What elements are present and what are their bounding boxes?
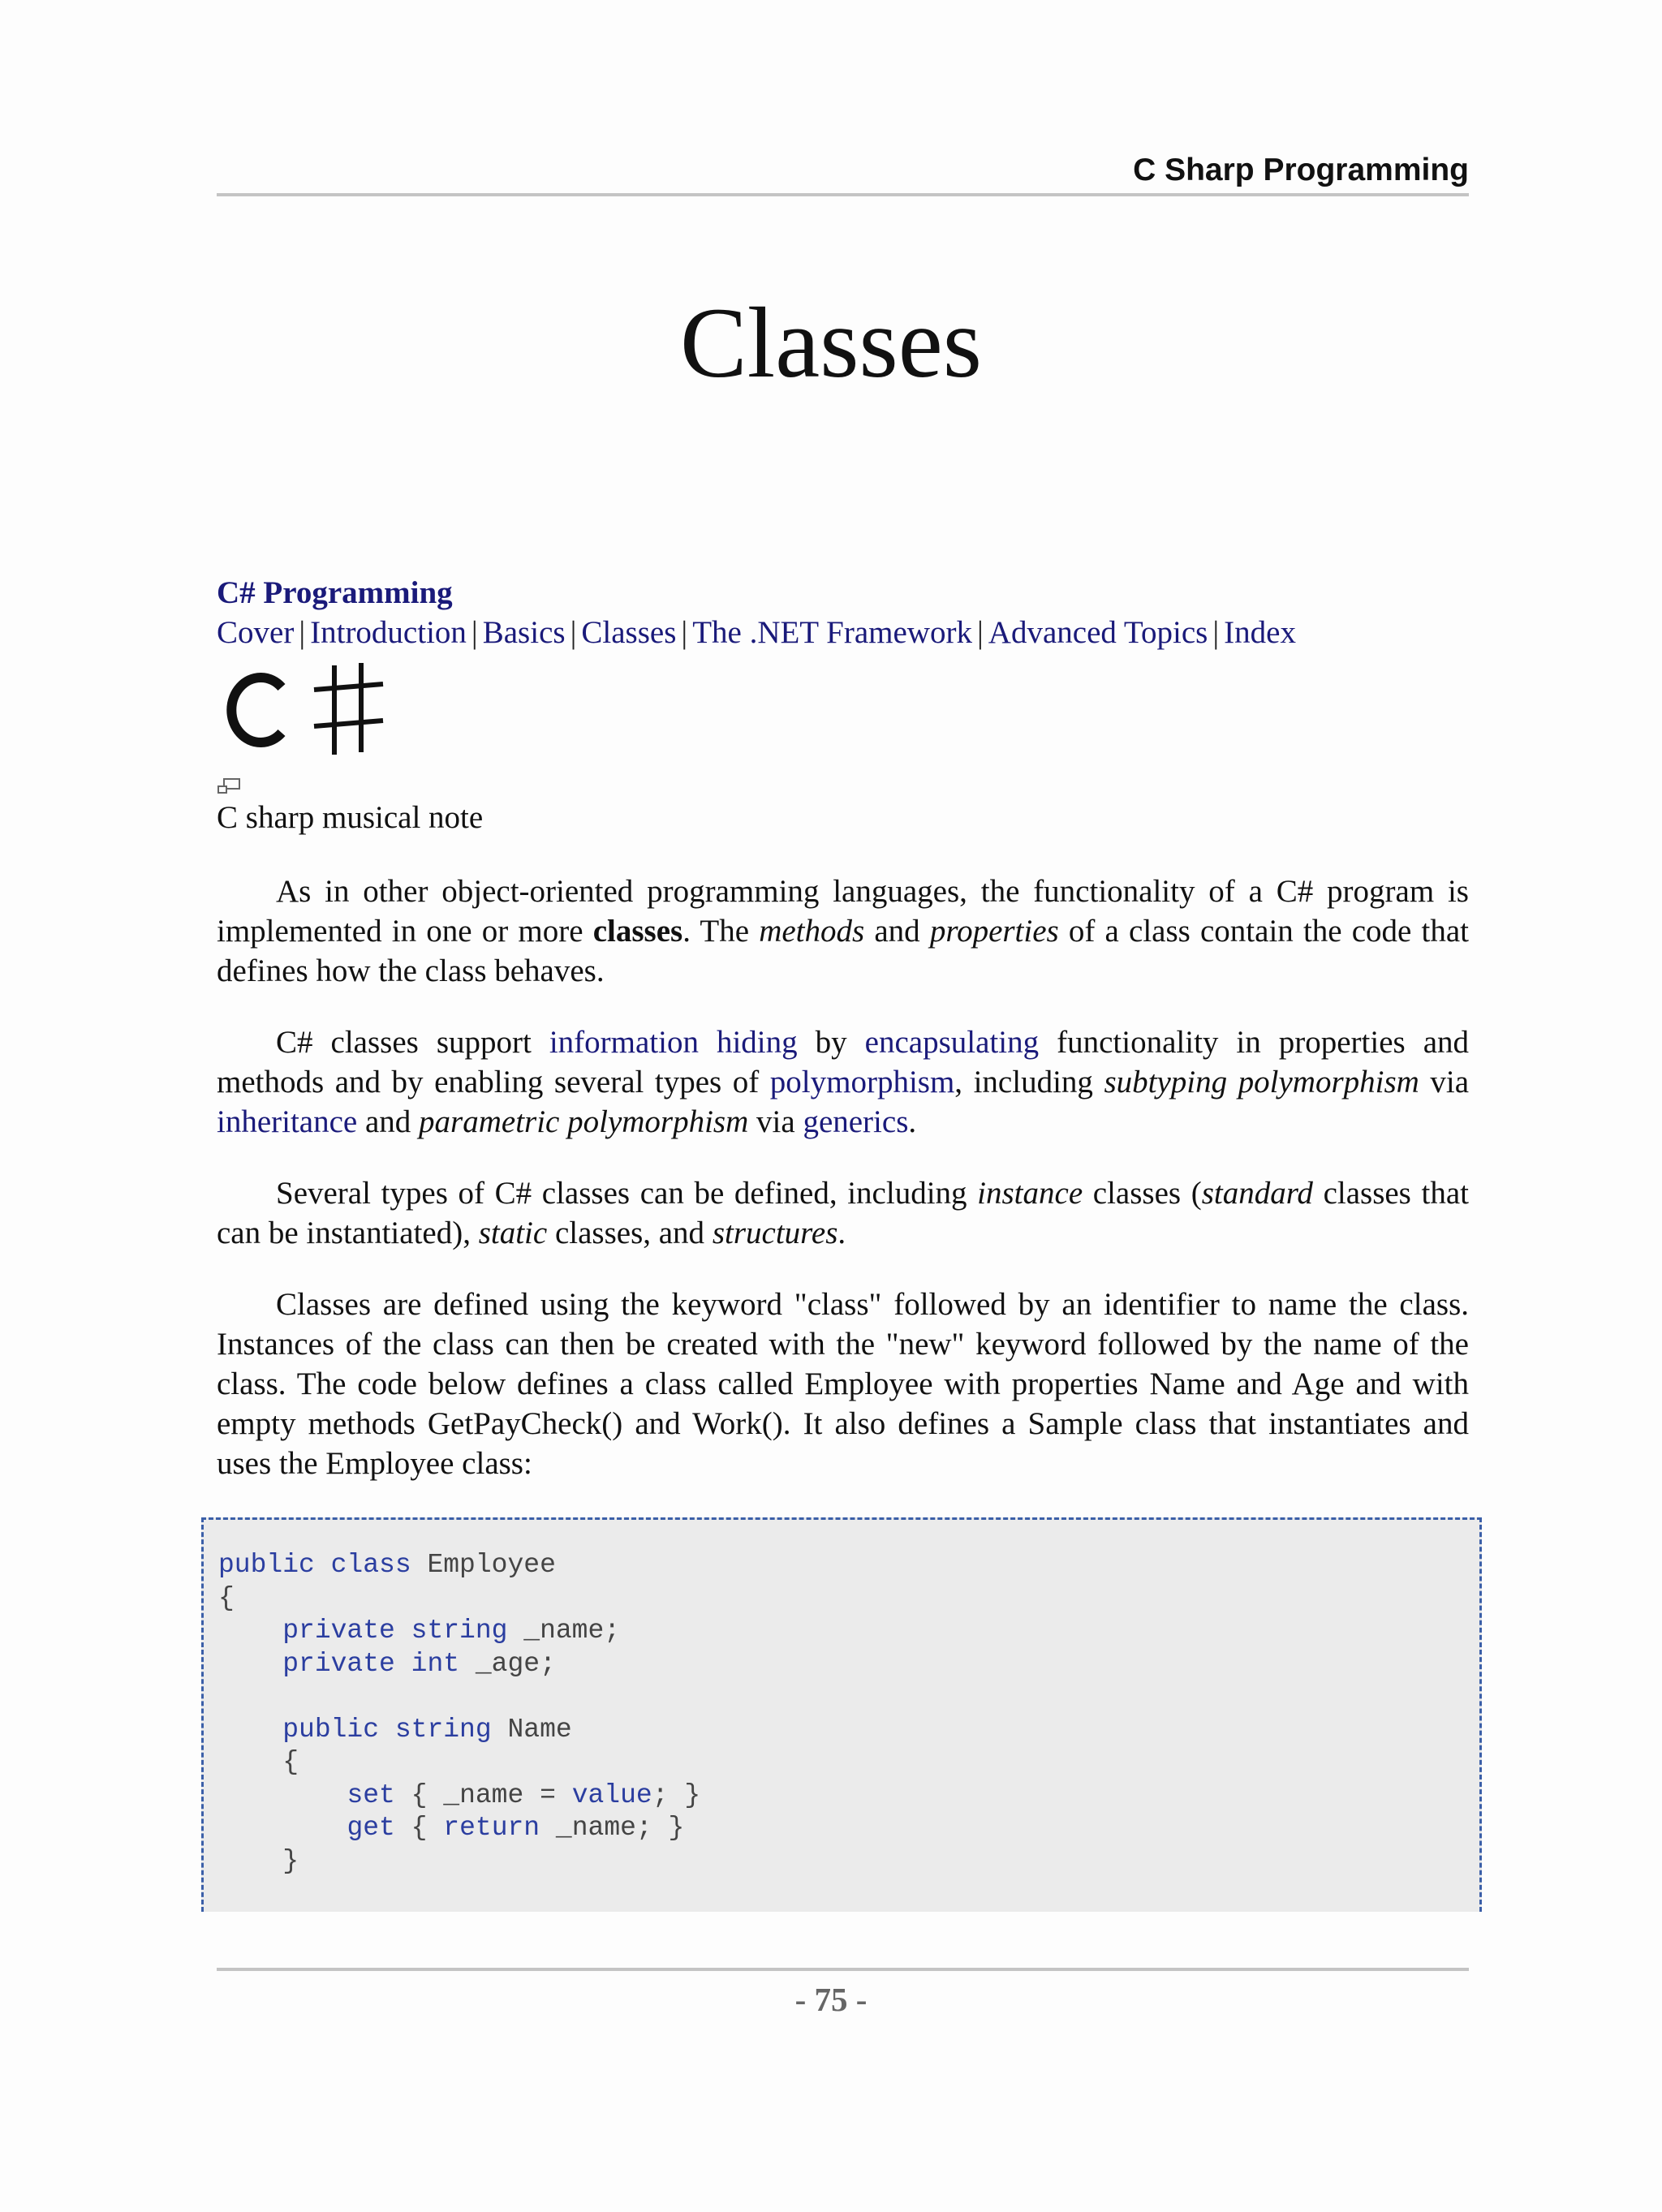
link-information-hiding[interactable]: information hiding xyxy=(549,1025,798,1060)
nav-separator: | xyxy=(681,615,688,650)
nav-separator: | xyxy=(1212,615,1220,650)
header-rule xyxy=(217,193,1469,196)
nav-separator: | xyxy=(570,615,577,650)
nav-heading-link[interactable]: C# Programming xyxy=(217,575,453,610)
nav-link-index[interactable]: Index xyxy=(1224,615,1296,650)
paragraph-class-definition: Classes are defined using the keyword "class" followed by an identifier to name the class. Instances of the class can then be created with the "new" keyword followed by the name of the class. The code below defines a class called Employee with properties Name and Age and with empty methods GetPayCheck() and Work(). It also defines a Sample class that instantiates and uses the Employee class: xyxy=(217,1287,1469,1481)
footer-rule xyxy=(217,1968,1469,1971)
nav-separator: | xyxy=(471,615,478,650)
c-sharp-logo-icon[interactable] xyxy=(217,661,387,759)
link-generics[interactable]: generics xyxy=(803,1104,909,1139)
link-encapsulating[interactable]: encapsulating xyxy=(864,1025,1040,1060)
image-caption: C sharp musical note xyxy=(217,800,484,835)
paragraph-class-types: Several types of C# classes can be defined, including instance classes (standard classes that can be instantiated), static classes, and structures. xyxy=(217,1176,1469,1250)
nav-link-dotnet-framework[interactable]: The .NET Framework xyxy=(692,615,972,650)
page-number: - 75 - xyxy=(794,1981,868,2018)
nav-separator: | xyxy=(299,615,306,650)
nav-link-basics[interactable]: Basics xyxy=(482,615,566,650)
code-block xyxy=(201,1517,1482,1912)
paragraph-intro: As in other object-oriented programming languages, the functionality of a C# program is implemented in one or more classes. The methods and properties of a class contain the code that defines how the class behaves. xyxy=(217,874,1470,988)
paragraph-information-hiding: C# classes support information hiding by encapsulating functionality in properties and methods and by enabling several types of polymorphism, including subtyping polymorphism via inheritance and parametric polymorphism via generics. xyxy=(217,1025,1470,1139)
nav-links xyxy=(217,614,1296,651)
code-listing: public class Employee { private string _name; private int _age; public string Name { set { _name = value; } get { return _name; } } xyxy=(218,1550,701,1876)
enlarge-icon[interactable] xyxy=(217,777,241,795)
link-polymorphism[interactable]: polymorphism xyxy=(769,1065,955,1100)
nav-separator: | xyxy=(976,615,984,650)
page-title: Classes xyxy=(680,287,982,398)
nav-link-introduction[interactable]: Introduction xyxy=(310,615,467,650)
nav-link-cover[interactable]: Cover xyxy=(217,615,295,650)
running-header-title: C Sharp Programming xyxy=(1133,153,1469,187)
link-inheritance[interactable]: inheritance xyxy=(217,1104,358,1139)
nav-link-classes[interactable]: Classes xyxy=(581,615,677,650)
nav-link-advanced-topics[interactable]: Advanced Topics xyxy=(988,615,1208,650)
